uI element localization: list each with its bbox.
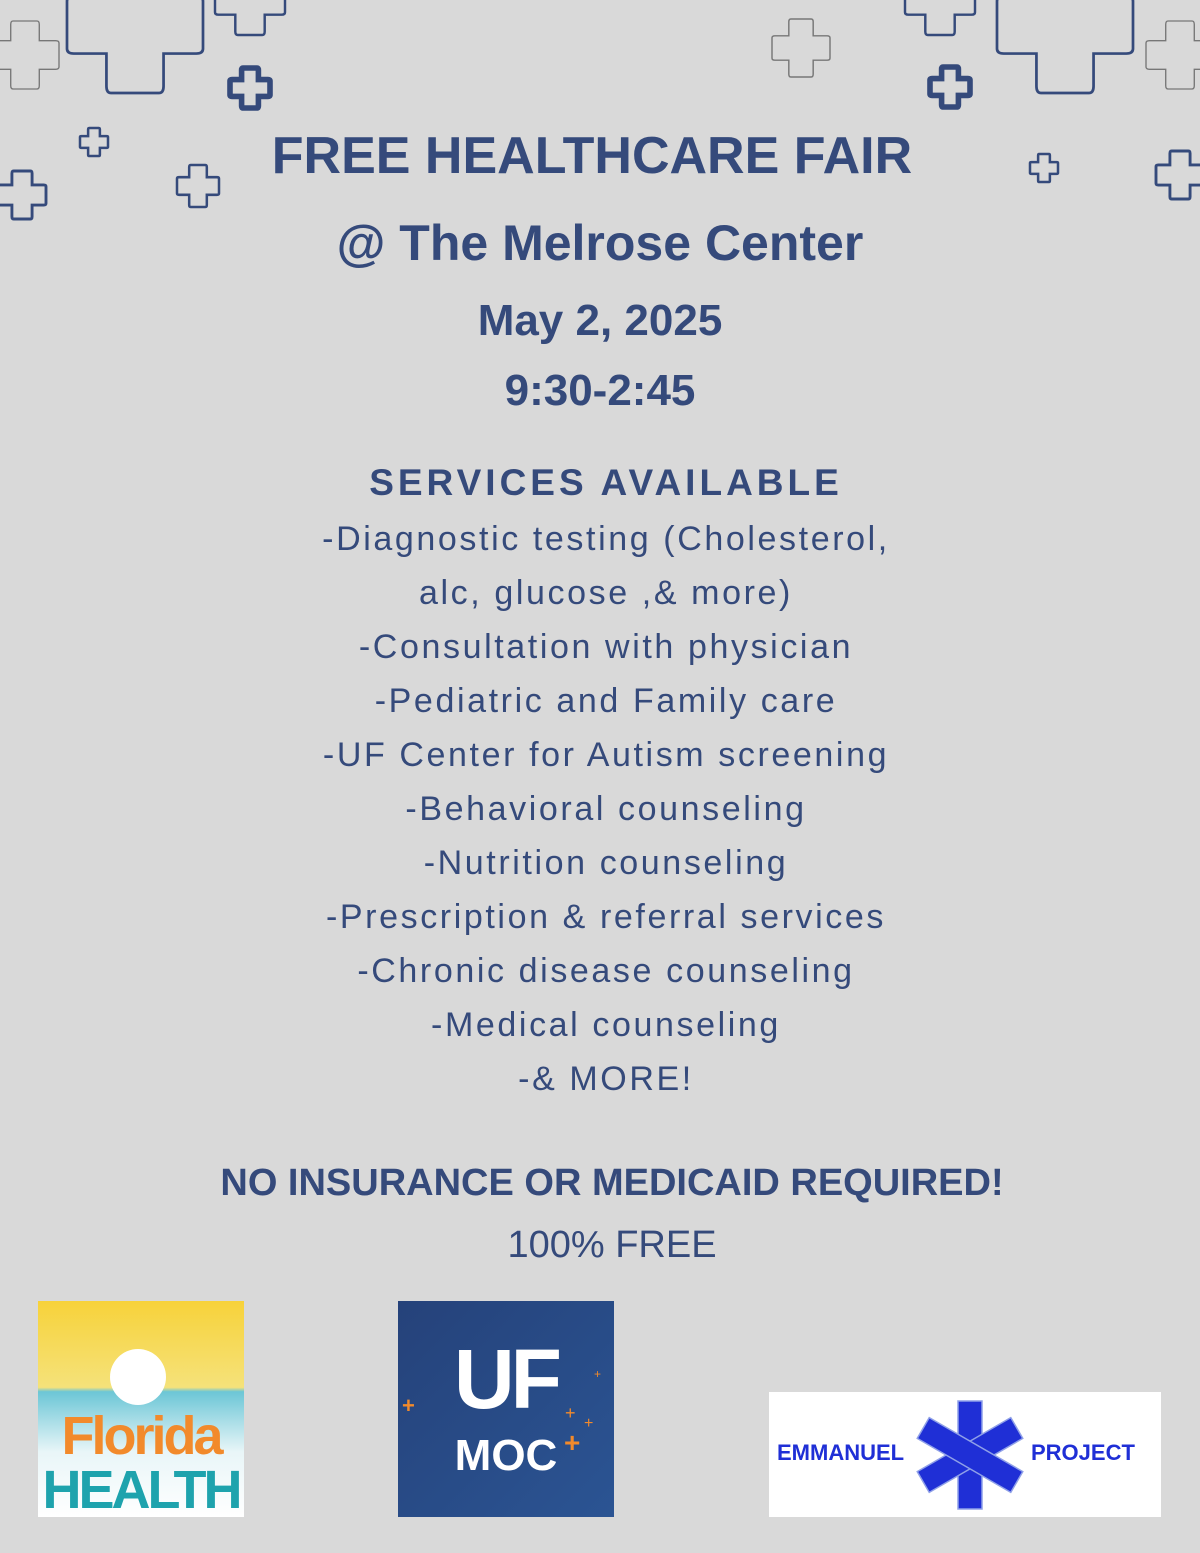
no-insurance-notice: NO INSURANCE OR MEDICAID REQUIRED!: [220, 1162, 1004, 1204]
sparkle-icon: +: [584, 1415, 594, 1432]
cross-icon: [1146, 21, 1200, 89]
sparkle-icon: +: [565, 1403, 576, 1423]
uf-moc-logo: [398, 1301, 614, 1517]
event-date: May 2, 2025: [477, 296, 723, 345]
event-title: FREE HEALTHCARE FAIR: [271, 127, 913, 185]
service-item: -Pediatric and Family care: [374, 682, 838, 720]
decorative-crosses: [0, 0, 1200, 240]
cross-icon: [772, 19, 830, 77]
emmanuel-project-logo-right: PROJECT: [1031, 1440, 1135, 1465]
cross-icon: [997, 0, 1133, 93]
sparkle-icon: +: [402, 1393, 415, 1418]
florida-health-logo: [38, 1301, 244, 1517]
service-item: -Nutrition counseling: [423, 844, 789, 882]
service-item: -Consultation with physician: [358, 628, 854, 666]
service-item: -& MORE!: [518, 1060, 694, 1098]
service-item: -Diagnostic testing (Cholesterol,: [322, 520, 890, 558]
cross-icon: [930, 67, 970, 107]
cross-icon: [67, 0, 203, 93]
uf-moc-logo-line2: MOC: [454, 1431, 558, 1480]
sparkle-icon: +: [564, 1427, 581, 1458]
service-item: -UF Center for Autism screening: [322, 736, 890, 774]
sun-icon: [110, 1349, 166, 1405]
florida-health-logo-line2: HEALTH: [42, 1460, 240, 1517]
cross-icon: [905, 0, 975, 35]
cross-icon: [215, 0, 285, 35]
cross-icon: [0, 21, 59, 89]
sparkle-icon: +: [594, 1367, 602, 1381]
uf-moc-logo-line1: UF: [454, 1332, 558, 1426]
cross-icon: [230, 68, 270, 108]
service-item: -Chronic disease counseling: [357, 952, 855, 990]
service-item: -Prescription & referral services: [325, 898, 887, 936]
service-item: -Behavioral counseling: [405, 790, 807, 828]
service-item: alc, glucose ,& more): [419, 574, 793, 612]
emmanuel-project-logo: [769, 1392, 1161, 1517]
services-heading: SERVICES AVAILABLE: [369, 462, 843, 503]
florida-health-logo-line1: Florida: [61, 1406, 221, 1466]
service-item: -Medical counseling: [431, 1006, 781, 1044]
emmanuel-project-logo-left: EMMANUEL: [777, 1440, 905, 1465]
free-notice: 100% FREE: [507, 1224, 717, 1266]
event-venue: @ The Melrose Center: [336, 215, 864, 271]
star-of-life-icon: [915, 1398, 1025, 1512]
event-time: 9:30-2:45: [504, 366, 696, 415]
